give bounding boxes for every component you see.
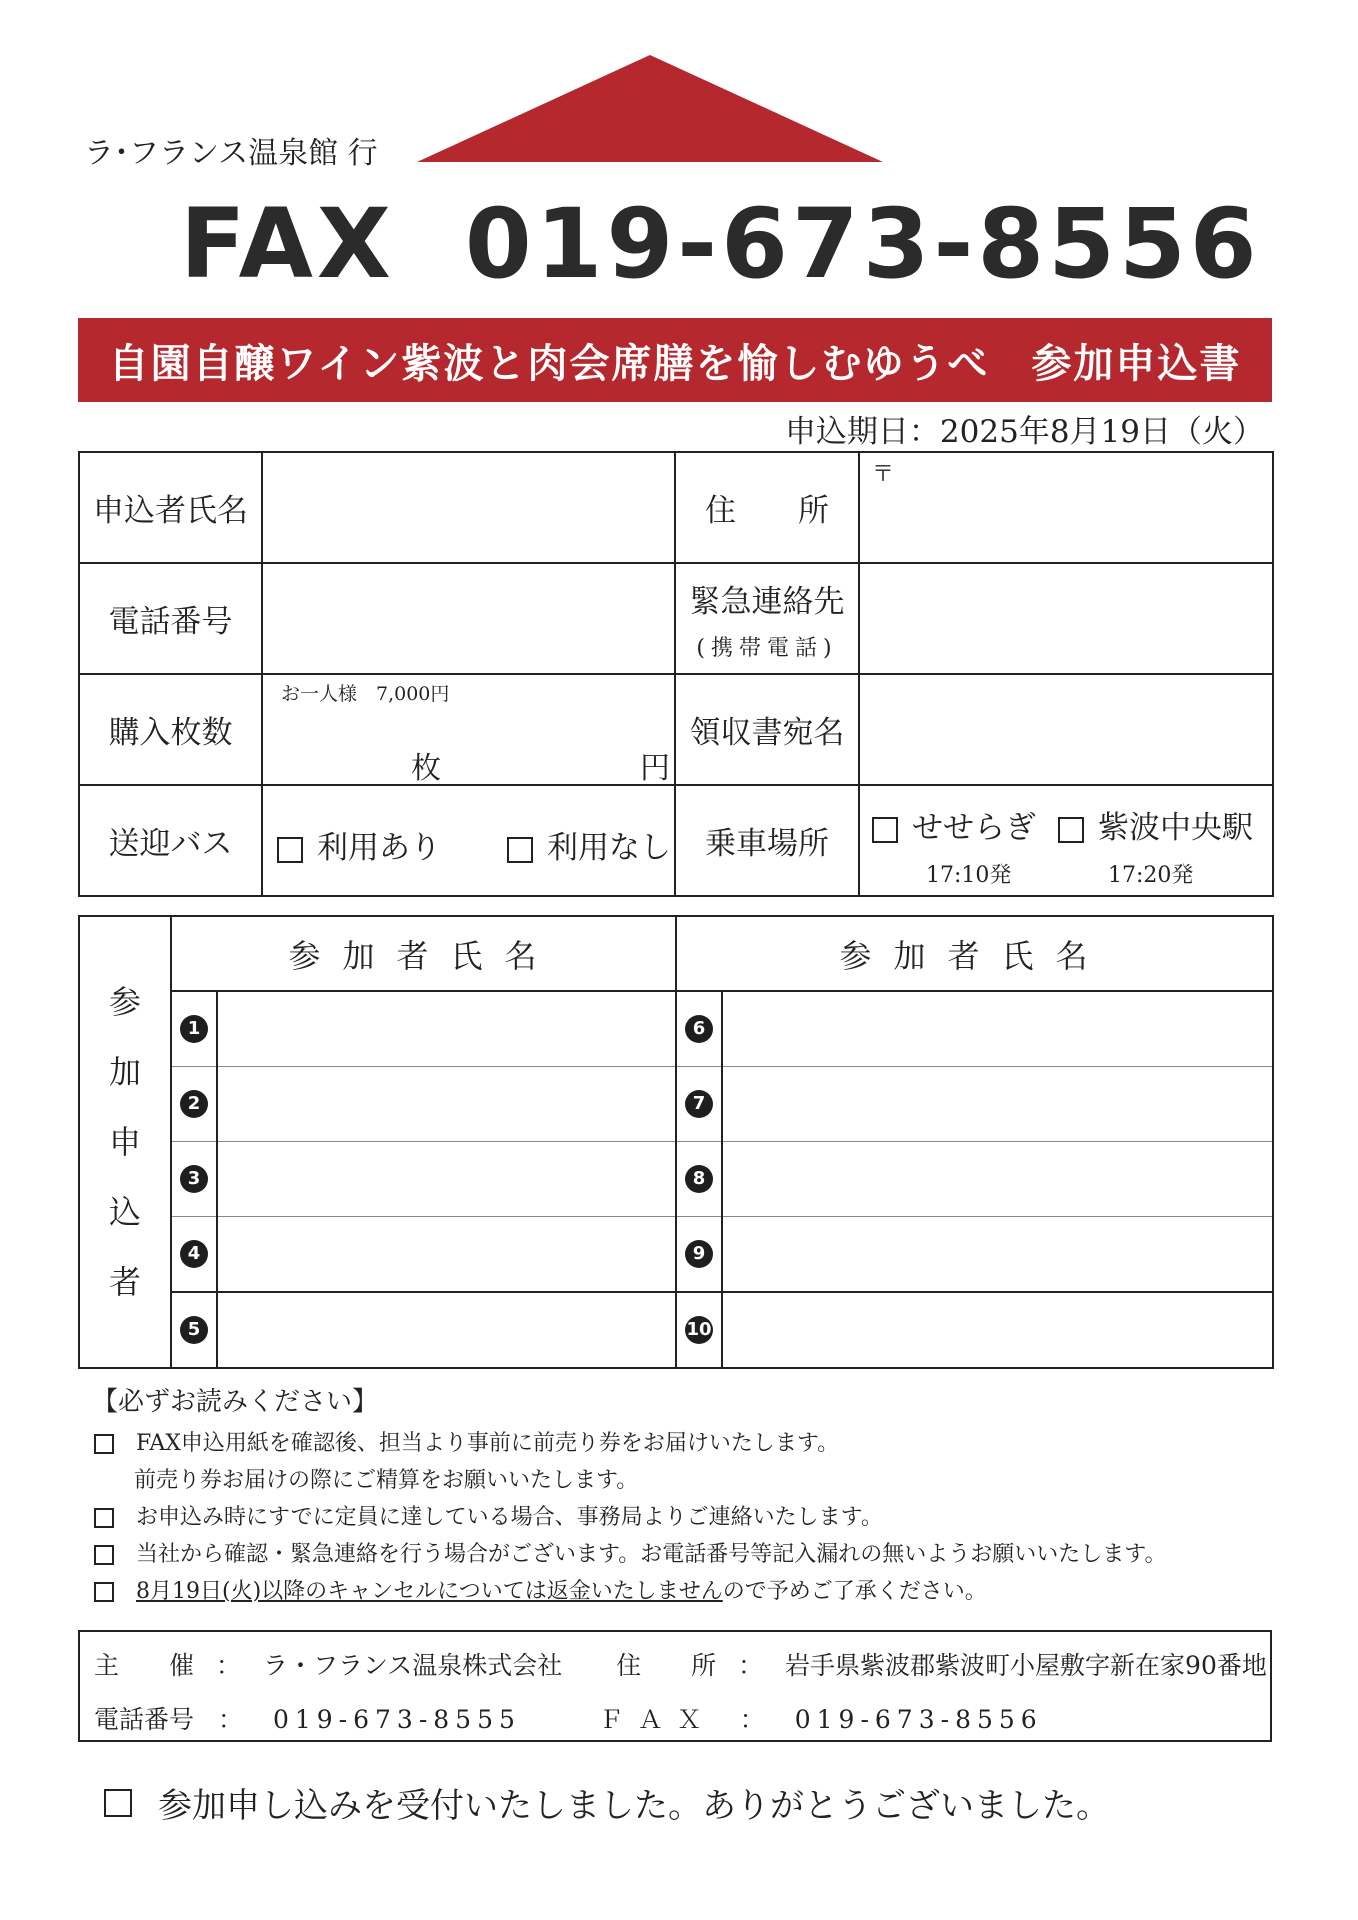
participants-table — [78, 915, 1274, 1369]
address-label: 住 所 — [675, 452, 859, 563]
participant-number: 8 — [676, 1142, 722, 1217]
emergency-contact-field[interactable] — [859, 563, 1273, 674]
bus-no-option[interactable] — [507, 822, 671, 867]
note-checkbox[interactable] — [94, 1582, 114, 1602]
participant-number: 6 — [676, 991, 722, 1067]
unit-sheets: 枚 — [411, 751, 441, 786]
organizer-phone-label: 電話番号 — [94, 1705, 195, 1734]
bus-yes-option[interactable] — [277, 822, 441, 867]
participant-number: 5 — [171, 1292, 217, 1368]
postal-mark: 〒 — [872, 462, 895, 487]
participant-number: 2 — [171, 1067, 217, 1142]
important-notes — [92, 1384, 1166, 1610]
application-deadline: 申込期日：2025年8月19日（火） — [784, 414, 1264, 450]
organizer-address: 岩手県紫波郡紫波町小屋敷字新在家90番地 — [785, 1651, 1267, 1680]
participant-number: 4 — [171, 1217, 217, 1293]
stop-shiwa-station-time: 17:20発 — [1108, 863, 1194, 888]
phone-label: 電話番号 — [79, 563, 262, 674]
participant-name-field[interactable] — [722, 1217, 1273, 1293]
note-continuation: 前売り券お届けの際にご精算をお願いいたします。 — [134, 1468, 639, 1493]
applicant-name-field[interactable] — [262, 452, 675, 563]
emergency-contact-sub: (携帯電話) — [696, 635, 838, 661]
boarding-location-label: 乗車場所 — [675, 785, 859, 896]
fax-heading — [180, 188, 1261, 300]
side-char: 加 — [108, 1053, 141, 1091]
title-banner: 自園自醸ワイン紫波と肉会席膳を愉しむゆうべ 参加申込書 — [78, 318, 1272, 402]
note-item — [92, 1425, 1166, 1462]
note-item — [92, 1573, 1166, 1610]
participant-number: 10 — [676, 1292, 722, 1368]
bus-no-label: 利用なし — [547, 830, 671, 866]
participant-name-field[interactable] — [217, 1142, 676, 1217]
stop-shiwa-station-label: 紫波中央駅 — [1098, 810, 1253, 846]
participant-name-field[interactable] — [722, 1142, 1273, 1217]
note-checkbox[interactable] — [94, 1434, 114, 1454]
emergency-contact-label — [675, 563, 859, 674]
cancellation-policy: 8月19日(火)以降のキャンセルについては返金いたしません — [136, 1579, 723, 1604]
phone-field[interactable] — [262, 563, 675, 674]
side-char: 申 — [108, 1123, 141, 1161]
purchase-count-field[interactable] — [262, 674, 675, 785]
receipt-name-field[interactable] — [859, 674, 1273, 785]
note-text: ので予めご了承ください。 — [722, 1579, 987, 1604]
unit-yen: 円 — [640, 751, 670, 786]
side-char: 者 — [108, 1263, 141, 1301]
participant-name-field[interactable] — [217, 1067, 676, 1142]
stop-seseragi-option[interactable] — [872, 802, 1036, 847]
note-item — [92, 1499, 1166, 1536]
note-text: FAX申込用紙を確認後、担当より事前に前売り券をお届けいたします。 — [136, 1431, 840, 1456]
shuttle-bus-label: 送迎バス — [79, 785, 262, 896]
participant-name-field[interactable] — [722, 991, 1273, 1067]
participant-name-field[interactable] — [722, 1292, 1273, 1368]
receipt-name-label: 領収書宛名 — [675, 674, 859, 785]
stop-shiwa-station-checkbox[interactable] — [1058, 817, 1084, 843]
note-checkbox[interactable] — [94, 1508, 114, 1528]
organizer-fax: 019-673-8556 — [794, 1705, 1043, 1734]
host-label: 主 催 — [94, 1651, 195, 1680]
side-char: 参 — [108, 983, 141, 1021]
side-char: 込 — [108, 1193, 141, 1231]
organizer-address-label: 住 所 — [616, 1651, 717, 1680]
stop-shiwa-station-option[interactable] — [1058, 802, 1253, 847]
fax-number: 019-673-8556 — [464, 188, 1261, 300]
price-note: お一人様 7,000円 — [281, 683, 450, 705]
note-text: 当社から確認・緊急連絡を行う場合がございます。お電話番号等記入漏れの無いようお願いいたします。 — [136, 1542, 1167, 1567]
stop-seseragi-checkbox[interactable] — [872, 817, 898, 843]
participant-name-field[interactable] — [217, 991, 676, 1067]
address-field[interactable] — [859, 452, 1273, 563]
participant-number: 9 — [676, 1217, 722, 1293]
boarding-location-options — [859, 785, 1273, 896]
emergency-contact-title: 緊急連絡先 — [689, 583, 845, 620]
participants-side-label — [79, 916, 171, 1368]
received-text: 参加申し込みを受付いたしました。ありがとうございました。 — [158, 1786, 1110, 1826]
stop-seseragi-label: せせらぎ — [912, 810, 1036, 846]
bus-yes-checkbox[interactable] — [277, 837, 303, 863]
roof-triangle-decoration — [417, 55, 883, 162]
note-item — [92, 1536, 1166, 1573]
participant-number: 7 — [676, 1067, 722, 1142]
received-confirmation — [104, 1778, 1110, 1827]
participant-name-field[interactable] — [217, 1217, 676, 1293]
bus-yes-label: 利用あり — [317, 830, 441, 866]
purchase-count-label: 購入枚数 — [79, 674, 262, 785]
participant-column-header-left: 参加者氏名 — [171, 916, 676, 991]
received-checkbox[interactable] — [104, 1789, 132, 1817]
fax-label: FAX — [180, 188, 395, 300]
shuttle-bus-options — [262, 785, 675, 896]
participant-column-header-right: 参加者氏名 — [676, 916, 1273, 991]
participant-name-field[interactable] — [722, 1067, 1273, 1142]
note-text: お申込み時にすでに定員に達している場合、事務局よりご連絡いたします。 — [136, 1505, 883, 1530]
host-name: ラ・フランス温泉株式会社 — [262, 1651, 563, 1680]
bus-no-checkbox[interactable] — [507, 837, 533, 863]
participant-name-field[interactable] — [217, 1292, 676, 1368]
addressee: ラ･フランス温泉館 行 — [84, 136, 378, 171]
applicant-name-label: 申込者氏名 — [79, 452, 262, 563]
applicant-info-table — [78, 451, 1274, 897]
stop-seseragi-time: 17:10発 — [926, 863, 1012, 888]
organizer-fax-label: ＦＡＸ — [598, 1705, 716, 1734]
organizer-box — [78, 1630, 1272, 1742]
organizer-row: 主 催 ： ラ・フランス温泉株式会社 住 所 ： 岩手県紫波郡紫波町小屋敷字新在家90番地 — [94, 1651, 1267, 1680]
notes-heading: 【必ずお読みください】 — [92, 1387, 379, 1417]
participant-number: 3 — [171, 1142, 217, 1217]
note-checkbox[interactable] — [94, 1545, 114, 1565]
organizer-contact-row: 電話番号 ： 019-673-8555 ＦＡＸ ： 019-673-8556 — [94, 1705, 1043, 1734]
organizer-phone: 019-673-8555 — [272, 1705, 521, 1734]
participant-number: 1 — [171, 991, 217, 1067]
